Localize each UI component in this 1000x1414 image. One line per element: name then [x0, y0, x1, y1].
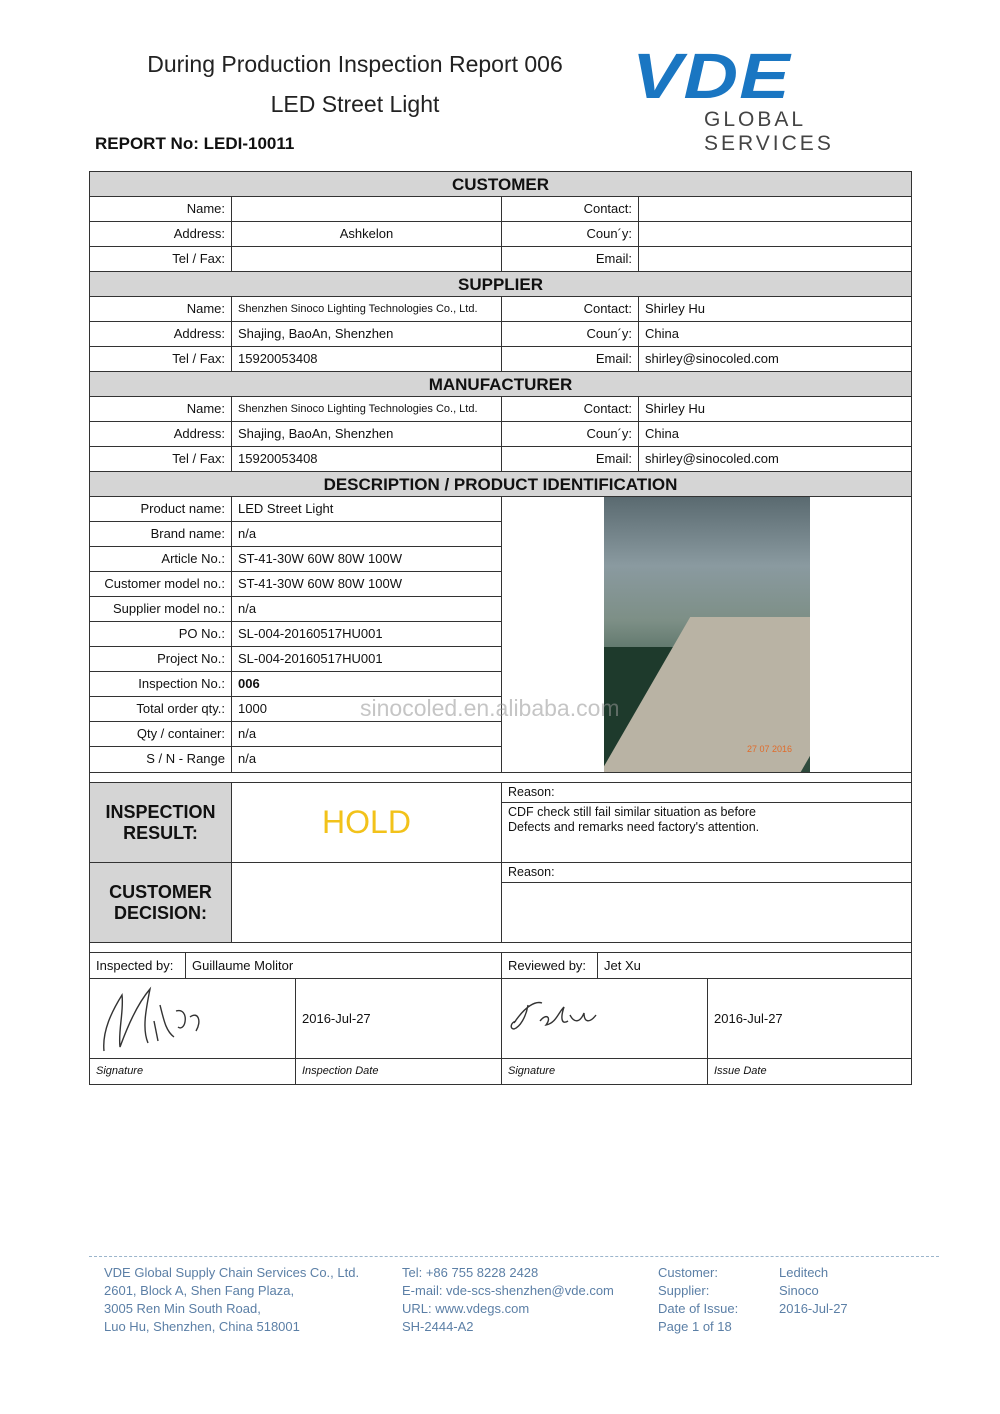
field-value: SL-004-20160517HU001: [238, 626, 383, 641]
report-number: REPORT No: LEDI-10011: [95, 134, 295, 153]
footer-meta-values: [779, 1264, 848, 1318]
label-name: Name:: [90, 297, 232, 321]
reason-text: [502, 803, 911, 837]
inspector-row: [90, 953, 911, 979]
reason-line-2: Defects and remarks need factory's attention.: [508, 820, 760, 834]
report-table: [89, 171, 912, 1085]
manufacturer-row-address: [90, 422, 911, 447]
label-tel-fax: Tel / Fax:: [90, 347, 232, 371]
field-label: Inspection No.:: [90, 672, 232, 696]
field-label: S / N - Range: [90, 747, 232, 772]
customer-name: [232, 197, 502, 221]
label-contact: Contact:: [502, 197, 639, 221]
label-country: Coun´y:: [502, 322, 639, 346]
field-value: SL-004-20160517HU001: [238, 651, 383, 666]
customer-reason-label: Reason:: [502, 863, 911, 883]
customer-row-tel: [90, 247, 911, 272]
field-label: Total order qty.:: [90, 697, 232, 721]
description-section: [90, 497, 911, 773]
field-value: n/a: [238, 751, 257, 766]
inspection-date: 2016-Jul-27: [302, 1011, 371, 1026]
customer-decision-block: [90, 863, 911, 943]
table-row: [90, 622, 501, 647]
table-row: [90, 722, 501, 747]
supplier-tel-fax: 15920053408: [232, 347, 502, 371]
field-label: Qty / container:: [90, 722, 232, 746]
vde-logo: [632, 40, 932, 155]
reason-label: Reason:: [502, 783, 911, 803]
customer-contact: [639, 197, 911, 221]
logo-main-text: VDE: [632, 40, 791, 112]
inspection-date-cell: [296, 979, 502, 1058]
table-row: [90, 647, 501, 672]
footer-contact-line: E-mail: vde-scs-shenzhen@vde.com: [402, 1283, 614, 1298]
label-tel-fax: Tel / Fax:: [90, 247, 232, 271]
inspection-result-label: INSPECTION RESULT:: [90, 783, 232, 862]
customer-email: [639, 247, 911, 271]
supplier-row-name: [90, 297, 911, 322]
supplier-email: shirley@sinocoled.com: [645, 351, 779, 366]
caption-signature: Signature: [502, 1059, 708, 1084]
inspector-signature-text: Molitor: [94, 981, 98, 982]
reviewed-by-label: Reviewed by:: [502, 953, 598, 978]
issue-date-cell: [708, 979, 911, 1058]
footer-meta-value: 2016-Jul-27: [779, 1301, 848, 1316]
factory-photo: [604, 497, 810, 772]
footer-page-number: Page 1 of 18: [658, 1319, 732, 1334]
table-row: [90, 747, 501, 772]
manufacturer-email: shirley@sinocoled.com: [645, 451, 779, 466]
footer-contact-line: Tel: +86 755 8228 2428: [402, 1265, 539, 1280]
label-email: Email:: [502, 247, 639, 271]
inspection-reason: [502, 783, 911, 862]
manufacturer-row-name: [90, 397, 911, 422]
field-label: Article No.:: [90, 547, 232, 571]
manufacturer-contact: Shirley Hu: [645, 401, 705, 416]
field-label: Project No.:: [90, 647, 232, 671]
footer-company: [104, 1264, 359, 1336]
table-row: [90, 522, 501, 547]
manufacturer-name: Shenzhen Sinoco Lighting Technologies Co., Ltd.: [232, 397, 502, 421]
report-title-block: [100, 48, 610, 120]
footer-contact: [402, 1264, 614, 1336]
inspector-signature-drawing: [94, 981, 214, 1059]
caption-signature: Signature: [90, 1059, 296, 1084]
label-email: Email:: [502, 347, 639, 371]
footer-meta-labels: [658, 1264, 738, 1336]
customer-header: CUSTOMER: [90, 172, 911, 197]
report-subtitle: LED Street Light: [270, 91, 440, 117]
footer-contact-line: SH-2444-A2: [402, 1319, 474, 1334]
label-tel-fax: Tel / Fax:: [90, 447, 232, 471]
footer-meta-label: Supplier:: [658, 1283, 710, 1298]
manufacturer-address: Shajing, BaoAn, Shenzhen: [232, 422, 502, 446]
caption-issue-date: Issue Date: [714, 1065, 767, 1077]
reviewer-signature: [502, 979, 708, 1058]
manufacturer-tel-fax: 15920053408: [232, 447, 502, 471]
spacer-row: [90, 943, 911, 953]
inspected-by-label: Inspected by:: [90, 953, 186, 978]
footer-contact-line: URL: www.vdegs.com: [402, 1301, 530, 1316]
field-label: Customer model no.:: [90, 572, 232, 596]
field-value: ST-41-30W 60W 80W 100W: [238, 551, 402, 566]
manufacturer-country: China: [645, 426, 679, 441]
signature-row: [90, 979, 911, 1059]
customer-country: [639, 222, 911, 246]
watermark-text: sinocoled.en.alibaba.com: [360, 695, 620, 721]
caption-inspection-date: Inspection Date: [296, 1059, 502, 1084]
footer-meta-value: Sinoco: [779, 1283, 819, 1298]
supplier-contact: Shirley Hu: [645, 301, 705, 316]
reason-line-1: CDF check still fail similar situation as before: [508, 805, 756, 819]
label-contact: Contact:: [502, 397, 639, 421]
caption-row: [90, 1059, 911, 1084]
customer-decision-value: [232, 863, 502, 942]
field-label: Product name:: [90, 497, 232, 521]
table-row: [90, 672, 501, 697]
inspection-result-value: HOLD: [232, 783, 502, 862]
field-value: n/a: [238, 726, 257, 741]
manufacturer-header: MANUFACTURER: [90, 372, 911, 397]
field-label: Supplier model no.:: [90, 597, 232, 621]
label-country: Coun´y:: [502, 422, 639, 446]
supplier-row-address: [90, 322, 911, 347]
supplier-row-tel: [90, 347, 911, 372]
supplier-country: China: [645, 326, 679, 341]
footer-company-line: 2601, Block A, Shen Fang Plaza,: [104, 1283, 295, 1298]
label-contact: Contact:: [502, 297, 639, 321]
supplier-address: Shajing, BaoAn, Shenzhen: [232, 322, 502, 346]
table-row: [90, 547, 501, 572]
customer-row-address: [90, 222, 911, 247]
table-row: [90, 597, 501, 622]
manufacturer-row-tel: [90, 447, 911, 472]
field-label: PO No.:: [90, 622, 232, 646]
footer-meta-label: Date of Issue:: [658, 1301, 739, 1316]
label-address: Address:: [90, 322, 232, 346]
inspection-result-block: [90, 783, 911, 863]
field-value: 1000: [238, 701, 267, 716]
issue-date: 2016-Jul-27: [714, 1011, 783, 1026]
field-value: ST-41-30W 60W 80W 100W: [238, 576, 402, 591]
photo-date-stamp: 27 07 2016: [746, 744, 792, 754]
label-name: Name:: [90, 397, 232, 421]
report-title: During Production Inspection Report 006: [147, 51, 563, 77]
footer-meta-value: Leditech: [779, 1265, 829, 1280]
footer-company-line: 3005 Ren Min South Road,: [104, 1301, 261, 1316]
field-value: 006: [238, 676, 260, 691]
field-label: Brand name:: [90, 522, 232, 546]
logo-sub-text: GLOBAL SERVICES: [704, 108, 834, 155]
customer-decision-label: CUSTOMER DECISION:: [90, 863, 232, 942]
footer-company-line: Luo Hu, Shenzhen, China 518001: [104, 1319, 300, 1334]
label-name: Name:: [90, 197, 232, 221]
footer-company-line: VDE Global Supply Chain Services Co., Ltd.: [104, 1265, 360, 1280]
customer-reason: [502, 863, 911, 942]
description-fields: [90, 497, 502, 772]
table-row: [90, 497, 501, 522]
spacer-row: [90, 773, 911, 783]
supplier-name: Shenzhen Sinoco Lighting Technologies Co., Ltd.: [232, 297, 502, 321]
product-photo-area: [502, 497, 911, 772]
inspector-signature: [90, 979, 296, 1058]
label-country: Coun´y:: [502, 222, 639, 246]
label-address: Address:: [90, 222, 232, 246]
field-value: n/a: [238, 526, 257, 541]
supplier-header: SUPPLIER: [90, 272, 911, 297]
label-email: Email:: [502, 447, 639, 471]
field-value: n/a: [238, 601, 257, 616]
footer-divider: [89, 1256, 939, 1257]
reviewer-signature-text: JetXu: [506, 993, 509, 994]
field-value: LED Street Light: [238, 501, 334, 516]
label-address: Address:: [90, 422, 232, 446]
description-header: DESCRIPTION / PRODUCT IDENTIFICATION: [90, 472, 911, 497]
reviewed-by-name: Jet Xu: [604, 958, 641, 973]
footer-meta-label: Customer:: [658, 1265, 718, 1280]
customer-address: Ashkelon: [232, 222, 502, 246]
customer-row-name: [90, 197, 911, 222]
inspected-by-name: Guillaume Molitor: [186, 953, 502, 978]
reviewer-signature-drawing: [506, 993, 606, 1043]
table-row: [90, 572, 501, 597]
customer-tel-fax: [232, 247, 502, 271]
